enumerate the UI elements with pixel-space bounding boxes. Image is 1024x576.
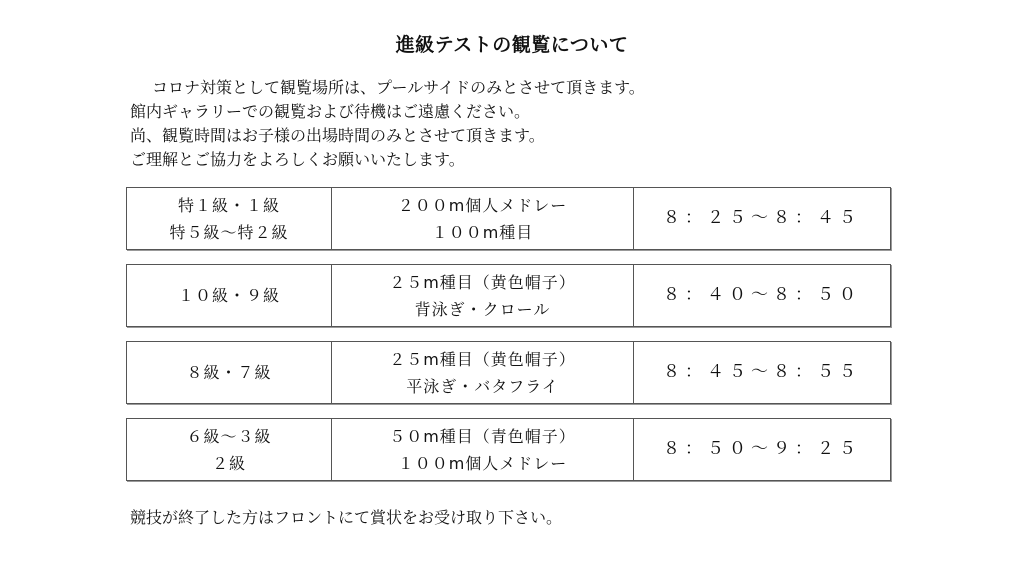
time-range: ８：４０～８：５０ bbox=[663, 285, 861, 305]
intro-line: コロナ対策として観覧場所は、プールサイドのみとさせて頂きます。 bbox=[152, 78, 645, 97]
time-range: ８：４５～８：５５ bbox=[663, 362, 861, 382]
event-line: ２００m個人メドレー bbox=[397, 195, 568, 215]
event-cell bbox=[332, 342, 634, 403]
schedule-row bbox=[126, 341, 891, 404]
grade-cell bbox=[127, 265, 332, 326]
schedule-list bbox=[126, 187, 891, 495]
grade-line: １０級・９級 bbox=[177, 286, 280, 305]
grade-line: ２級 bbox=[211, 453, 246, 473]
event-line: ５０m種目（青色帽子） bbox=[389, 426, 576, 446]
grade-line: ６級～３級 bbox=[186, 426, 272, 446]
schedule-row bbox=[126, 264, 891, 327]
time-cell bbox=[634, 265, 890, 326]
intro-line: 尚、観覧時間はお子様の出場時間のみとさせて頂きます。 bbox=[130, 126, 545, 145]
page-title: 進級テストの観覧について bbox=[395, 34, 629, 56]
event-line: ２５m種目（黄色帽子） bbox=[389, 272, 576, 292]
event-line: １００m種目 bbox=[431, 222, 534, 242]
intro-line: 館内ギャラリーでの観覧および待機はご遠慮ください。 bbox=[130, 102, 531, 121]
time-cell bbox=[634, 342, 890, 403]
event-line: ２５m種目（黄色帽子） bbox=[389, 349, 576, 369]
grade-cell bbox=[127, 419, 332, 480]
schedule-row bbox=[126, 418, 891, 481]
footer-note: 競技が終了した方はフロントにて賞状をお受け取り下さい。 bbox=[130, 508, 563, 527]
event-line: 背泳ぎ・クロール bbox=[414, 299, 551, 319]
event-cell bbox=[332, 265, 634, 326]
event-cell bbox=[332, 188, 634, 249]
intro-paragraph bbox=[130, 76, 930, 172]
grade-cell bbox=[127, 188, 332, 249]
grade-line: 特１級・１級 bbox=[177, 195, 280, 215]
event-cell bbox=[332, 419, 634, 480]
grade-line: ８級・７級 bbox=[186, 363, 272, 382]
schedule-row bbox=[126, 187, 891, 250]
intro-line: ご理解とご協力をよろしくお願いいたします。 bbox=[130, 150, 465, 169]
grade-line: 特５級～特２級 bbox=[169, 222, 289, 242]
time-range: ８：５０～９：２５ bbox=[663, 439, 861, 459]
grade-cell bbox=[127, 342, 332, 403]
event-line: 平泳ぎ・バタフライ bbox=[406, 376, 559, 396]
time-cell bbox=[634, 188, 890, 249]
time-cell bbox=[634, 419, 890, 480]
time-range: ８：２５～８：４５ bbox=[663, 208, 861, 228]
event-line: １００m個人メドレー bbox=[397, 453, 568, 473]
